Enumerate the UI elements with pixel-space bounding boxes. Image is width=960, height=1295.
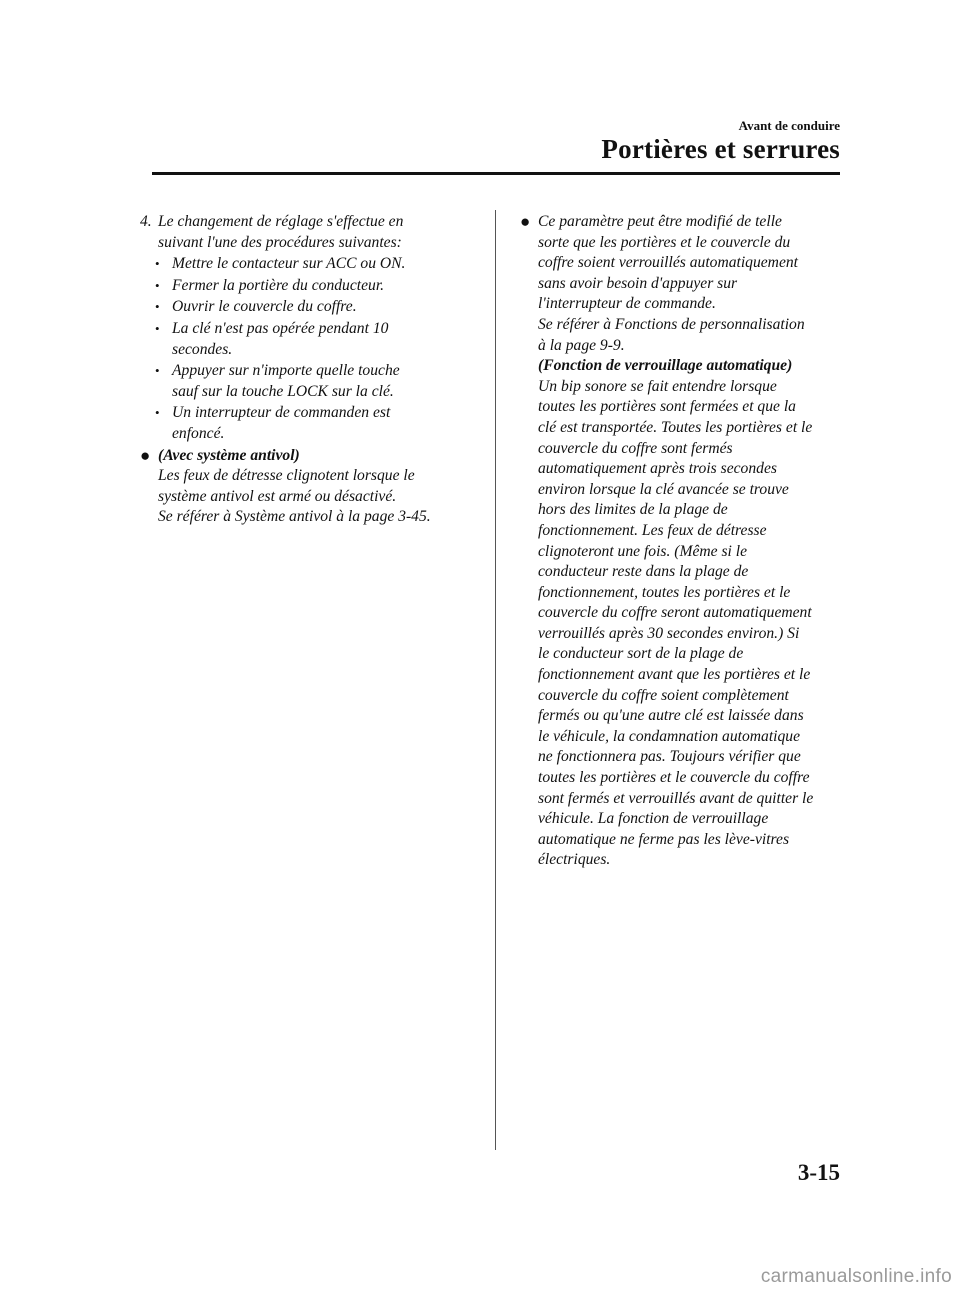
- left-column: [140, 212, 485, 528]
- paragraph-line: conducteur reste dans la plage de: [538, 563, 749, 581]
- sub-bullet-icon: •: [155, 277, 160, 293]
- paragraph-line: sorte que les portières et le couvercle du: [538, 233, 791, 251]
- paragraph-line: environ lorsque la clé avancée se trouve: [538, 480, 789, 498]
- sub-bullet-icon: •: [155, 405, 160, 421]
- paragraph-line: clignoteront une fois. (Même si le: [538, 542, 748, 560]
- sub-list-item: [140, 254, 485, 275]
- sub-list-item: [140, 276, 485, 297]
- paragraph-line: Les feux de détresse clignotent lorsque le: [158, 467, 415, 485]
- paragraph-line: fonctionnement avant que les portières et le: [538, 666, 811, 684]
- header-section: Avant de conduire: [738, 118, 840, 133]
- bullet-paragraph: [520, 212, 850, 871]
- paragraph-line: verrouillés après 30 secondes environ.) Si: [538, 624, 800, 642]
- paragraph-line: couvercle du coffre seront automatiquement: [538, 604, 812, 622]
- paragraph-line: Se référer à Fonctions de personnalisation: [538, 315, 805, 333]
- sub-bullet-icon: •: [155, 363, 160, 379]
- sub-item-line: sauf sur la touche LOCK sur la clé.: [172, 382, 394, 400]
- paragraph-line: véhicule. La fonction de verrouillage: [538, 810, 769, 828]
- paragraph-line: sans avoir besoin d'appuyer sur: [538, 274, 738, 292]
- sub-item-line: La clé n'est pas opérée pendant 10: [172, 319, 389, 337]
- sub-item-line: enfoncé.: [172, 424, 225, 442]
- sub-list-item: [140, 297, 485, 318]
- bullet-icon: ●: [520, 212, 531, 231]
- paragraph-line: fonctionnement, toutes les portières et le: [538, 583, 791, 601]
- paragraph-line: sont fermés et verrouillés avant de quitter le: [538, 789, 814, 807]
- paragraph-line: couvercle du coffre soient complètement: [538, 686, 789, 704]
- paragraph-line: automatiquement après trois secondes: [538, 460, 777, 478]
- footer-watermark: carmanualsonline.info: [760, 1266, 952, 1287]
- paragraph-line: l'interrupteur de commande.: [538, 295, 716, 313]
- page-number: 3-15: [797, 1160, 840, 1185]
- sub-item-line: Mettre le contacteur sur ACC ou ON.: [172, 255, 406, 273]
- sub-list-item: [140, 361, 485, 402]
- paragraph-line: le conducteur sort de la plage de: [538, 645, 744, 663]
- paragraph-line: le véhicule, la condamnation automatique: [538, 727, 801, 745]
- sub-item-line: Un interrupteur de commanden est: [172, 404, 391, 422]
- paragraph-line: toutes les portières et le couvercle du coffre: [538, 769, 810, 787]
- sub-item-line: secondes.: [172, 340, 233, 358]
- page-title: Portières et serrures: [601, 134, 840, 164]
- right-column: [520, 212, 850, 871]
- paragraph-line: électriques.: [538, 851, 611, 869]
- paragraph-line: fonctionnement. Les feux de détresse: [538, 521, 767, 539]
- paragraph-line: à la page 9-9.: [538, 336, 625, 354]
- paragraph-line: Ce paramètre peut être modifié de telle: [538, 213, 782, 230]
- paragraph-line: couvercle du coffre sont fermés: [538, 439, 733, 457]
- step-text-line: suivant l'une des procédures suivantes:: [158, 233, 402, 251]
- bullet-icon: ●: [140, 445, 151, 465]
- paragraph-line: ne fonctionnera pas. Toujours vérifier que: [538, 748, 801, 766]
- paragraph-line: système antivol est armé ou désactivé.: [158, 487, 397, 505]
- sub-bullet-icon: •: [155, 299, 160, 315]
- paragraph-line: automatique ne ferme pas les lève-vitres: [538, 830, 790, 848]
- paragraph-line: clé est transportée. Toutes les portières et le: [538, 418, 813, 436]
- paragraph-line: toutes les portières sont fermées et que la: [538, 398, 796, 416]
- numbered-step: [140, 212, 485, 253]
- header-rule: [152, 172, 840, 175]
- sub-bullet-icon: •: [155, 256, 160, 272]
- sub-list-item: [140, 319, 485, 360]
- bullet-paragraph: [140, 446, 485, 528]
- sub-item-line: Appuyer sur n'importe quelle touche: [172, 362, 400, 380]
- paragraph-line: coffre soient verrouillés automatiquement: [538, 254, 798, 272]
- sub-list-item: [140, 403, 485, 444]
- sub-bullet-icon: •: [155, 320, 160, 336]
- step-number: 4.: [140, 213, 152, 230]
- sub-item-line: Ouvrir le couvercle du coffre.: [172, 298, 357, 316]
- paragraph-heading: (Fonction de verrouillage automatique): [538, 357, 793, 375]
- paragraph-line: fermés ou qu'une autre clé est laissée dans: [538, 707, 804, 725]
- sub-item-line: Fermer la portière du conducteur.: [172, 276, 385, 294]
- step-text-line: Le changement de réglage s'effectue en: [158, 213, 404, 230]
- paragraph-line: hors des limites de la plage de: [538, 501, 728, 519]
- column-divider: [495, 210, 496, 1150]
- paragraph-line: Un bip sonore se fait entendre lorsque: [538, 377, 777, 395]
- paragraph-line: Se référer à Système antivol à la page 3-45.: [158, 508, 431, 526]
- paragraph-heading: (Avec système antivol): [158, 446, 300, 464]
